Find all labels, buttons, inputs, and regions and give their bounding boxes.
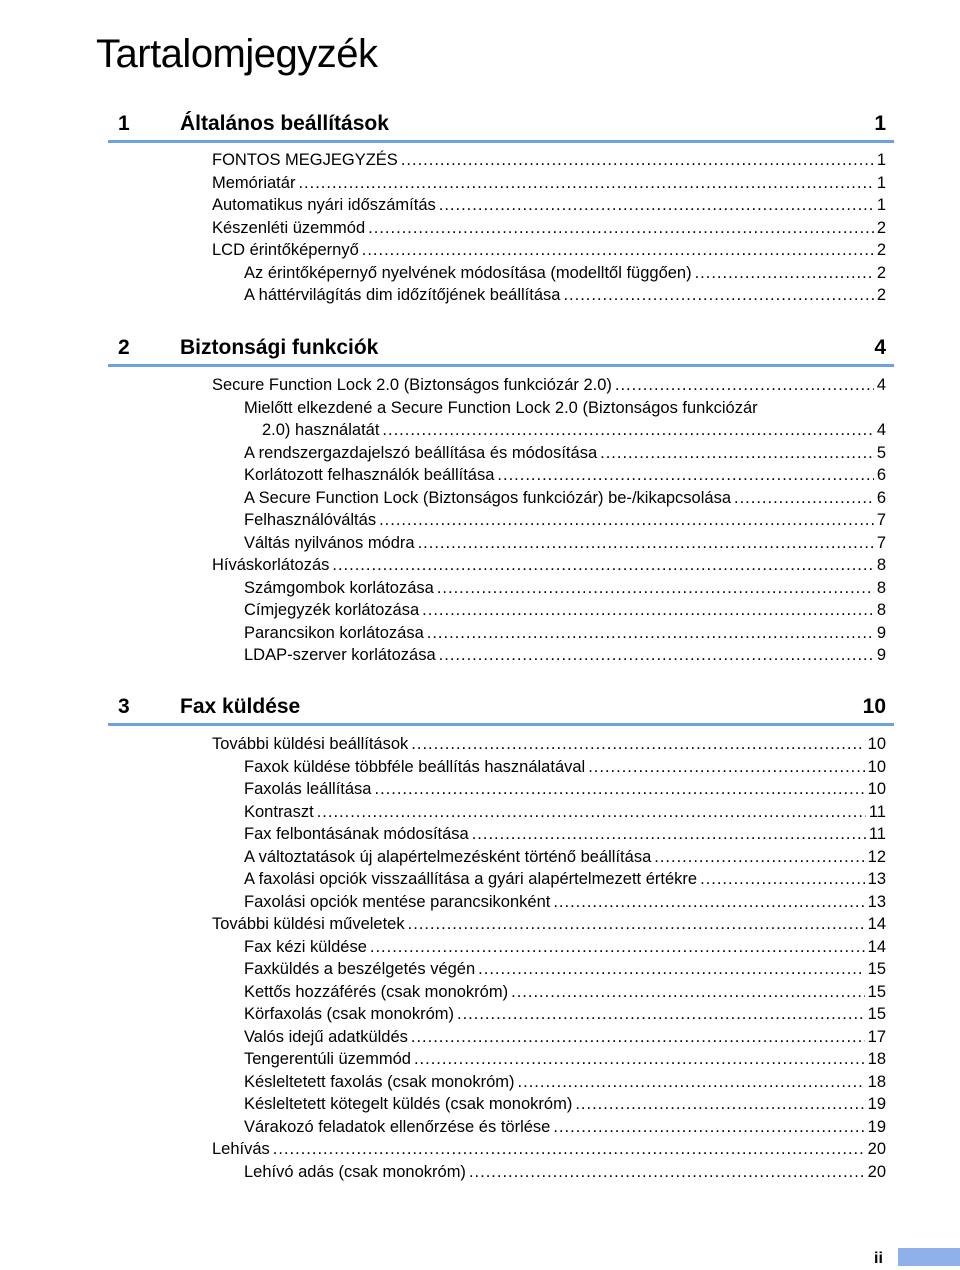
- toc-subentry[interactable]: Az érintőképernyő nyelvének módosítása (modelltől függően) ..... 2: [244, 262, 886, 284]
- chapter-number: 3: [118, 695, 130, 718]
- toc-subentry[interactable]: A változtatások új alapértelmezésként történő beállítása ..... 12: [244, 846, 886, 868]
- toc-entry[interactable]: Készenléti üzemmód ..... 2: [212, 217, 886, 239]
- chapter-heading[interactable]: [108, 691, 894, 726]
- toc-subentry[interactable]: A rendszergazdajelszó beállítása és módosítása ..... 5: [244, 442, 886, 464]
- toc-subentry[interactable]: Késleltetett kötegelt küldés (csak monokróm) ..... 19: [244, 1093, 886, 1115]
- toc-entry[interactable]: Híváskorlátozás ..... 8: [212, 554, 886, 576]
- toc-subentry[interactable]: A faxolási opciók visszaállítása a gyári alapértelmezett értékre ..... 13: [244, 868, 886, 890]
- toc-subentry[interactable]: Korlátozott felhasználók beállítása ..... 6: [244, 464, 886, 486]
- chapter-title: Biztonsági funkciók: [180, 336, 379, 359]
- chapter-number: 2: [118, 336, 130, 359]
- chapter-title: Általános beállítások: [180, 112, 389, 135]
- page-title: Tartalomjegyzék: [96, 32, 378, 76]
- toc-subentry[interactable]: Tengerentúli üzemmód ..... 18: [244, 1048, 886, 1070]
- toc-subentry[interactable]: Váltás nyilvános módra ..... 7: [244, 532, 886, 554]
- toc-subentry[interactable]: Faxolás leállítása ..... 10: [244, 778, 886, 800]
- chapter-title: Fax küldése: [180, 695, 301, 718]
- chapter-page: 1: [874, 112, 886, 135]
- toc-subentry[interactable]: Címjegyzék korlátozása ..... 8: [244, 599, 886, 621]
- toc-subentry[interactable]: Faxküldés a beszélgetés végén ..... 15: [244, 958, 886, 980]
- toc-subentry-line1[interactable]: Mielőtt elkezdené a Secure Function Lock 2.0 (Biztonságos funkciózár: [244, 399, 758, 417]
- toc-subentry[interactable]: Kettős hozzáférés (csak monokróm) ..... 15: [244, 981, 886, 1003]
- toc-entry[interactable]: FONTOS MEGJEGYZÉS ..... 1: [212, 149, 886, 171]
- toc-subentry[interactable]: Fax kézi küldése ..... 14: [244, 936, 886, 958]
- toc-subentry[interactable]: Körfaxolás (csak monokróm) ..... 15: [244, 1003, 886, 1025]
- toc-entry[interactable]: Memóriatár ..... 1: [212, 172, 886, 194]
- toc-subentry[interactable]: Lehívó adás (csak monokróm) ..... 20: [244, 1161, 886, 1183]
- toc-subentry[interactable]: Faxolási opciók mentése parancsikonként ..... 13: [244, 891, 886, 913]
- toc-subentry[interactable]: Fax felbontásának módosítása ..... 11: [244, 823, 886, 845]
- toc-subentry[interactable]: Várakozó feladatok ellenőrzése és törlése ..... 19: [244, 1116, 886, 1138]
- toc-subentry[interactable]: Faxok küldése többféle beállítás használatával ..... 10: [244, 756, 886, 778]
- toc-subentry[interactable]: Parancsikon korlátozása ..... 9: [244, 622, 886, 644]
- page-number: ii: [874, 1250, 883, 1267]
- toc-entry[interactable]: Automatikus nyári időszámítás ..... 1: [212, 194, 886, 216]
- toc-subentry[interactable]: Valós idejű adatküldés ..... 17: [244, 1026, 886, 1048]
- toc-entry[interactable]: További küldési beállítások ..... 10: [212, 733, 886, 755]
- chapter-page: 10: [862, 695, 886, 718]
- toc-subentry[interactable]: A Secure Function Lock (Biztonságos funkciózár) be-/kikapcsolása ..... 6: [244, 487, 886, 509]
- toc-subentry[interactable]: Felhasználóváltás ..... 7: [244, 509, 886, 531]
- toc-subentry[interactable]: Késleltetett faxolás (csak monokróm) ..... 18: [244, 1071, 886, 1093]
- toc-subentry[interactable]: 2.0) használatát ..... 4: [262, 419, 886, 441]
- toc-entry[interactable]: További küldési műveletek ..... 14: [212, 913, 886, 935]
- toc-subentry[interactable]: Kontraszt ..... 11: [244, 801, 886, 823]
- chapter-heading[interactable]: [108, 108, 894, 143]
- chapter-heading[interactable]: [108, 332, 894, 367]
- toc-subentry[interactable]: Számgombok korlátozása ..... 8: [244, 577, 886, 599]
- chapter-number: 1: [118, 112, 130, 135]
- toc-subentry[interactable]: A háttérvilágítás dim időzítőjének beállítása ..... 2: [244, 284, 886, 306]
- toc-entry[interactable]: LCD érintőképernyő ..... 2: [212, 239, 886, 261]
- chapter-page: 4: [874, 336, 886, 359]
- footer-bar: [898, 1248, 960, 1266]
- toc-subentry[interactable]: LDAP-szerver korlátozása ..... 9: [244, 644, 886, 666]
- toc-entry[interactable]: Secure Function Lock 2.0 (Biztonságos funkciózár 2.0) ..... 4: [212, 374, 886, 396]
- toc-entry[interactable]: Lehívás ..... 20: [212, 1138, 886, 1160]
